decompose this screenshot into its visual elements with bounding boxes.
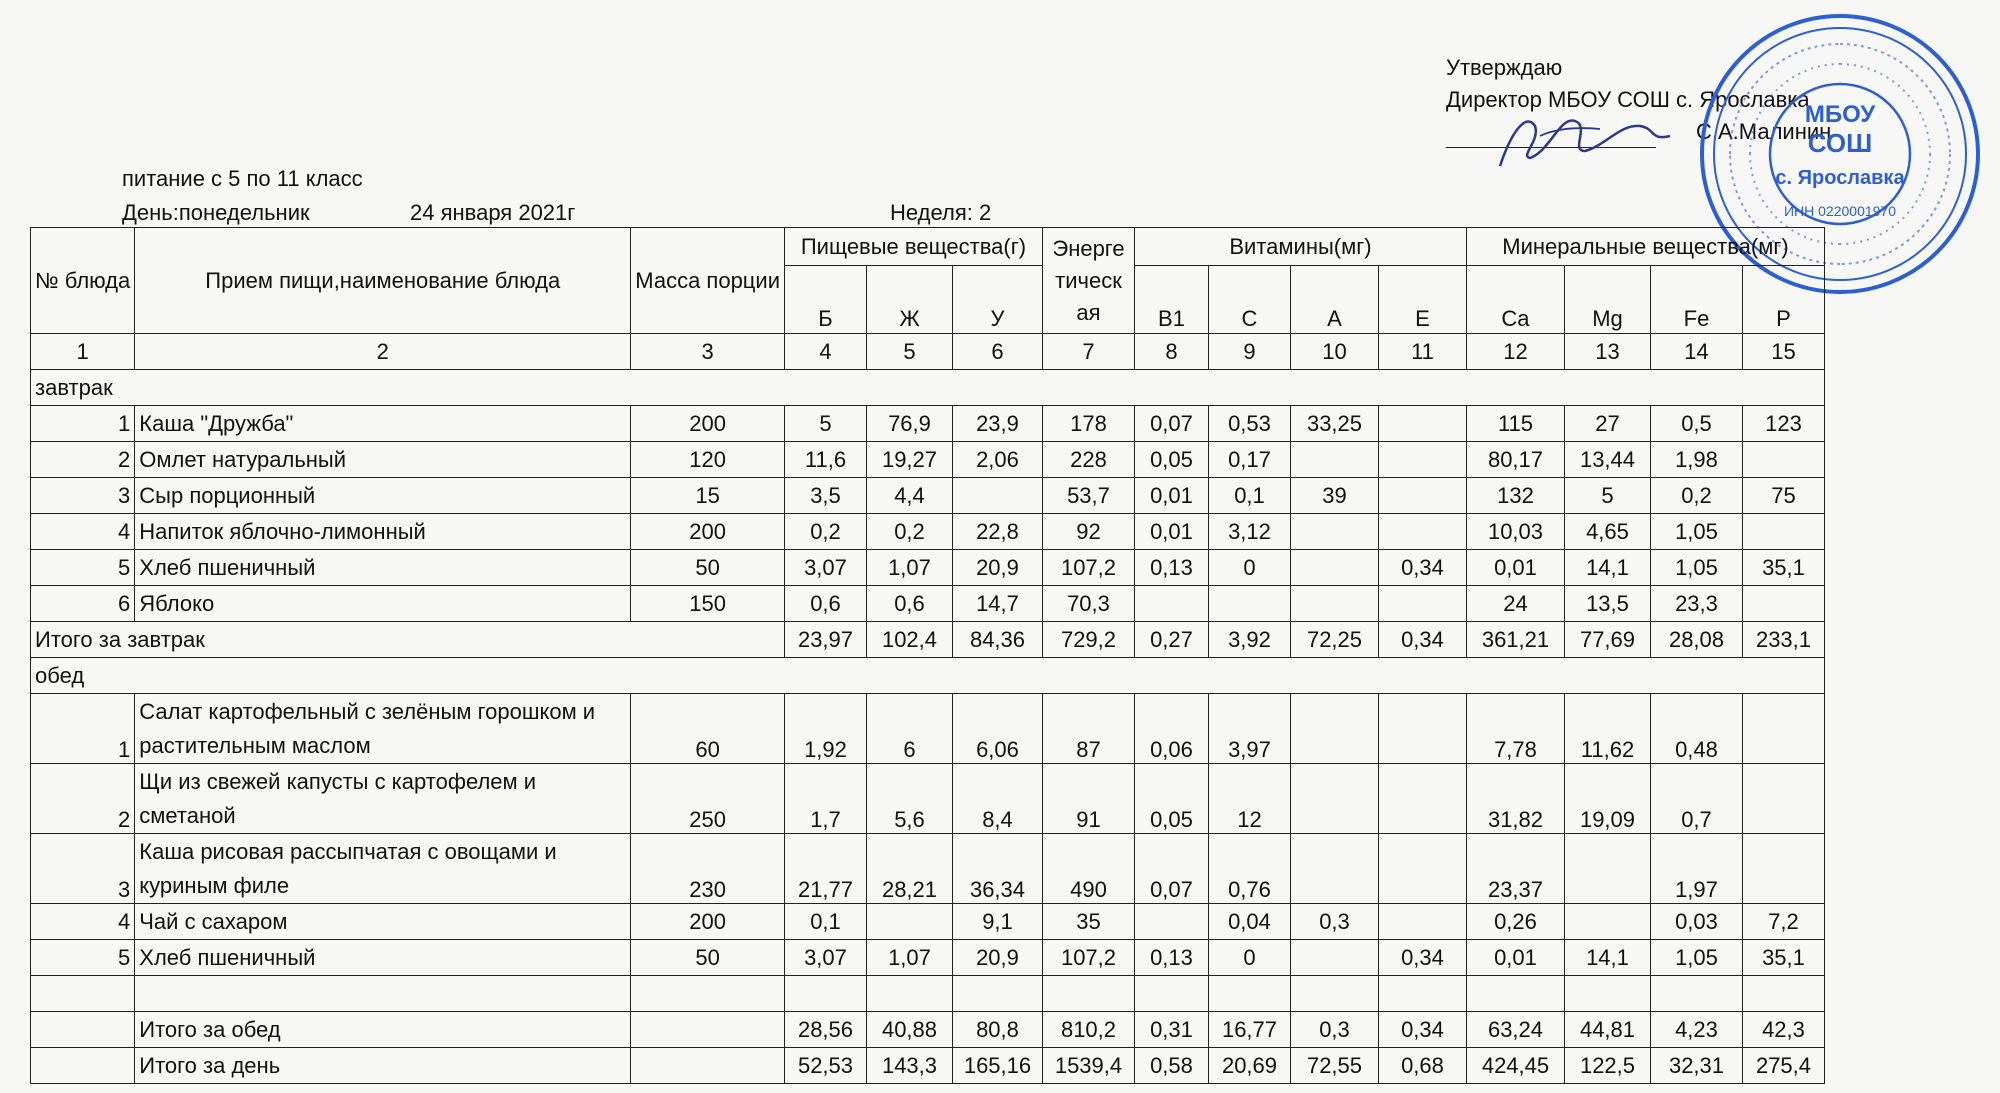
nutrient-value: 6,06 xyxy=(952,694,1042,764)
nutrient-value xyxy=(1378,442,1466,478)
nutrient-value xyxy=(1742,764,1824,834)
nutrient-value: 1,07 xyxy=(866,550,952,586)
stamp-line-2: СОШ xyxy=(1807,128,1873,158)
nutrient-value: 35,1 xyxy=(1742,940,1824,976)
total-value: 122,5 xyxy=(1564,1048,1650,1084)
empty-cell xyxy=(1290,976,1378,1012)
nutrient-value xyxy=(1290,764,1378,834)
dish-number: 6 xyxy=(31,586,135,622)
nutrient-value: 115 xyxy=(1466,406,1564,442)
table-row xyxy=(31,442,1825,478)
dish-mass: 230 xyxy=(631,834,785,904)
nutrient-value xyxy=(1290,442,1378,478)
table-row xyxy=(31,514,1825,550)
nutrient-value: 0,1 xyxy=(784,904,866,940)
nutrient-value: 20,9 xyxy=(952,940,1042,976)
nutrient-value: 13,44 xyxy=(1564,442,1650,478)
nutrient-value xyxy=(1134,904,1208,940)
nutrient-value: 14,1 xyxy=(1564,550,1650,586)
column-number: 2 xyxy=(135,334,631,370)
stamp-line-1: МБОУ xyxy=(1804,101,1876,128)
table-row xyxy=(31,940,1825,976)
dish-mass: 150 xyxy=(631,586,785,622)
total-value: 23,97 xyxy=(784,622,866,658)
total-value: 28,08 xyxy=(1650,622,1742,658)
total-value: 0,68 xyxy=(1378,1048,1466,1084)
nutrient-value xyxy=(1564,904,1650,940)
nutrient-value: 8,4 xyxy=(952,764,1042,834)
nutrient-value: 91 xyxy=(1042,764,1134,834)
total-value: 52,53 xyxy=(784,1048,866,1084)
lunch-section-row xyxy=(31,658,1825,694)
table-row xyxy=(31,694,1825,764)
head-energy-part-3: ая xyxy=(1076,299,1101,325)
nutrient-value: 70,3 xyxy=(1042,586,1134,622)
nutrient-value xyxy=(1378,514,1466,550)
week-label: Неделя: 2 xyxy=(890,200,992,225)
nutrient-value: 87 xyxy=(1042,694,1134,764)
nutrient-value: 23,9 xyxy=(952,406,1042,442)
head-fe: Fe xyxy=(1650,266,1742,334)
lunch-section-label: обед xyxy=(31,658,1825,694)
nutrient-value: 20,9 xyxy=(952,550,1042,586)
nutrient-value: 1,97 xyxy=(1650,834,1742,904)
nutrient-value: 107,2 xyxy=(1042,940,1134,976)
head-dish-name: Прием пищи,наименование блюда xyxy=(135,228,631,334)
dish-name: Омлет натуральный xyxy=(135,442,631,478)
nutrient-value: 9,1 xyxy=(952,904,1042,940)
nutrient-value: 23,3 xyxy=(1650,586,1742,622)
breakfast-total-label: Итого за завтрак xyxy=(31,622,785,658)
nutrient-value: 7,78 xyxy=(1466,694,1564,764)
total-value: 275,4 xyxy=(1742,1048,1824,1084)
dish-number: 2 xyxy=(31,442,135,478)
nutrient-value: 1,07 xyxy=(866,940,952,976)
nutrient-value: 5 xyxy=(1564,478,1650,514)
head-fat: Ж xyxy=(866,266,952,334)
dish-mass: 200 xyxy=(631,406,785,442)
total-value: 84,36 xyxy=(952,622,1042,658)
head-c: C xyxy=(1208,266,1290,334)
dish-mass: 15 xyxy=(631,478,785,514)
nutrient-value: 107,2 xyxy=(1042,550,1134,586)
nutrient-value xyxy=(1378,834,1466,904)
column-number: 14 xyxy=(1650,334,1742,370)
nutrient-value: 1,92 xyxy=(784,694,866,764)
nutrient-value: 0,34 xyxy=(1378,940,1466,976)
nutrient-value: 0,03 xyxy=(1650,904,1742,940)
nutrient-value: 23,37 xyxy=(1466,834,1564,904)
lunch-total-row xyxy=(31,1012,1825,1048)
total-value: 165,16 xyxy=(952,1048,1042,1084)
nutrient-value: 0,01 xyxy=(1466,940,1564,976)
nutrient-value: 132 xyxy=(1466,478,1564,514)
dish-mass: 250 xyxy=(631,764,785,834)
head-dish-no: № блюда xyxy=(31,228,135,334)
total-value: 361,21 xyxy=(1466,622,1564,658)
nutrient-value: 1,05 xyxy=(1650,550,1742,586)
day-total-label: Итого за день xyxy=(135,1048,631,1084)
total-value: 72,55 xyxy=(1290,1048,1378,1084)
column-number: 9 xyxy=(1208,334,1290,370)
empty-cell xyxy=(1564,976,1650,1012)
head-nutrients: Пищевые вещества(г) xyxy=(784,228,1042,266)
nutrient-value xyxy=(1378,764,1466,834)
nutrient-value: 1,7 xyxy=(784,764,866,834)
empty-cell xyxy=(784,976,866,1012)
column-number: 6 xyxy=(952,334,1042,370)
nutrient-value xyxy=(1742,694,1824,764)
nutrient-value: 36,34 xyxy=(952,834,1042,904)
nutrient-value: 0,17 xyxy=(1208,442,1290,478)
nutrient-value: 14,7 xyxy=(952,586,1042,622)
total-value: 77,69 xyxy=(1564,622,1650,658)
column-number: 5 xyxy=(866,334,952,370)
nutrient-value: 76,9 xyxy=(866,406,952,442)
total-value: 0,31 xyxy=(1134,1012,1208,1048)
nutrient-value: 27 xyxy=(1564,406,1650,442)
head-minerals: Минеральные вещества(мг) xyxy=(1466,228,1824,266)
column-number: 15 xyxy=(1742,334,1824,370)
dish-name: Салат картофельный с зелёным горошком и растительным маслом xyxy=(135,694,631,764)
total-value: 729,2 xyxy=(1042,622,1134,658)
director-name: С.А.Малинин xyxy=(1696,119,1832,144)
nutrient-value: 2,06 xyxy=(952,442,1042,478)
dish-mass: 120 xyxy=(631,442,785,478)
nutrient-value: 28,21 xyxy=(866,834,952,904)
total-value: 0,3 xyxy=(1290,1012,1378,1048)
nutrient-value: 0,2 xyxy=(866,514,952,550)
nutrient-value: 0,7 xyxy=(1650,764,1742,834)
nutrient-value: 1,98 xyxy=(1650,442,1742,478)
nutrient-value: 22,8 xyxy=(952,514,1042,550)
empty-cell xyxy=(31,976,135,1012)
nutrient-value: 0,07 xyxy=(1134,834,1208,904)
stamp-inn: ИНН 0220001970 xyxy=(1783,203,1897,219)
total-value: 1539,4 xyxy=(1042,1048,1134,1084)
column-number: 8 xyxy=(1134,334,1208,370)
dish-mass: 200 xyxy=(631,514,785,550)
day-total-row xyxy=(31,1048,1825,1084)
table-row xyxy=(31,478,1825,514)
nutrient-value: 0,06 xyxy=(1134,694,1208,764)
nutrient-value: 33,25 xyxy=(1290,406,1378,442)
dish-name: Яблоко xyxy=(135,586,631,622)
day-label: День:понедельник xyxy=(122,200,310,225)
dish-name: Каша "Дружба" xyxy=(135,406,631,442)
nutrient-value xyxy=(1742,586,1824,622)
table-row xyxy=(31,586,1825,622)
nutrient-value: 1,05 xyxy=(1650,940,1742,976)
nutrient-value: 0 xyxy=(1208,550,1290,586)
total-value: 810,2 xyxy=(1042,1012,1134,1048)
nutrient-value: 21,77 xyxy=(784,834,866,904)
nutrient-value: 0,05 xyxy=(1134,442,1208,478)
table-row xyxy=(31,550,1825,586)
nutrient-value: 123 xyxy=(1742,406,1824,442)
nutrient-value xyxy=(1290,834,1378,904)
nutrient-value: 0,2 xyxy=(1650,478,1742,514)
total-value: 40,88 xyxy=(866,1012,952,1048)
nutrient-value: 5 xyxy=(784,406,866,442)
nutrient-value xyxy=(1742,514,1824,550)
total-value: 233,1 xyxy=(1742,622,1824,658)
head-protein: Б xyxy=(784,266,866,334)
dish-mass: 200 xyxy=(631,904,785,940)
nutrient-value: 490 xyxy=(1042,834,1134,904)
nutrient-value: 0,6 xyxy=(784,586,866,622)
nutrient-value: 14,1 xyxy=(1564,940,1650,976)
nutrient-value: 39 xyxy=(1290,478,1378,514)
nutrient-value: 1,05 xyxy=(1650,514,1742,550)
nutrient-value xyxy=(1208,586,1290,622)
dish-number: 3 xyxy=(31,478,135,514)
head-mg: Mg xyxy=(1564,266,1650,334)
nutrient-value xyxy=(1290,514,1378,550)
dish-mass: 50 xyxy=(631,940,785,976)
nutrient-value: 6 xyxy=(866,694,952,764)
empty-cell xyxy=(1208,976,1290,1012)
total-value: 3,92 xyxy=(1208,622,1290,658)
nutrient-value: 35 xyxy=(1042,904,1134,940)
nutrient-value: 92 xyxy=(1042,514,1134,550)
nutrient-value xyxy=(1742,442,1824,478)
head-b1: B1 xyxy=(1134,266,1208,334)
nutrient-value: 12 xyxy=(1208,764,1290,834)
nutrient-value xyxy=(1378,694,1466,764)
nutrient-value xyxy=(1378,586,1466,622)
nutrient-value: 19,27 xyxy=(866,442,952,478)
signature-scribble xyxy=(1480,96,1680,176)
empty-row xyxy=(31,976,1825,1012)
empty-cell xyxy=(631,1012,785,1048)
nutrient-value: 11,6 xyxy=(784,442,866,478)
nutrient-value xyxy=(1290,940,1378,976)
nutrient-value: 0,5 xyxy=(1650,406,1742,442)
dish-number: 3 xyxy=(31,834,135,904)
nutrient-value: 4,4 xyxy=(866,478,952,514)
dish-name: Чай с сахаром xyxy=(135,904,631,940)
column-number: 13 xyxy=(1564,334,1650,370)
nutrient-value: 3,07 xyxy=(784,550,866,586)
nutrient-value: 7,2 xyxy=(1742,904,1824,940)
nutrient-value xyxy=(1742,834,1824,904)
nutrient-value xyxy=(1564,834,1650,904)
nutrient-value xyxy=(1378,406,1466,442)
empty-cell xyxy=(31,1048,135,1084)
total-value: 28,56 xyxy=(784,1012,866,1048)
total-value: 16,77 xyxy=(1208,1012,1290,1048)
head-e: E xyxy=(1378,266,1466,334)
nutrient-value: 5,6 xyxy=(866,764,952,834)
date-label: 24 января 2021г xyxy=(410,200,576,225)
table-row xyxy=(31,904,1825,940)
column-number: 3 xyxy=(631,334,785,370)
total-value: 42,3 xyxy=(1742,1012,1824,1048)
dish-mass: 60 xyxy=(631,694,785,764)
breakfast-total-row xyxy=(31,622,1825,658)
total-value: 72,25 xyxy=(1290,622,1378,658)
empty-cell xyxy=(1378,976,1466,1012)
total-value: 32,31 xyxy=(1650,1048,1742,1084)
dish-number: 4 xyxy=(31,514,135,550)
menu-table xyxy=(30,227,1825,1084)
breakfast-section-label: завтрак xyxy=(31,370,1825,406)
dish-number: 1 xyxy=(31,694,135,764)
nutrient-value: 0,6 xyxy=(866,586,952,622)
nutrient-value: 0,48 xyxy=(1650,694,1742,764)
nutrient-value: 0,04 xyxy=(1208,904,1290,940)
column-number: 1 xyxy=(31,334,135,370)
table-row xyxy=(31,834,1825,904)
stamp-line-3: с. Ярославка xyxy=(1775,167,1905,189)
nutrient-value: 0,07 xyxy=(1134,406,1208,442)
nutrient-value: 19,09 xyxy=(1564,764,1650,834)
nutrient-value xyxy=(866,904,952,940)
column-number-row xyxy=(31,334,1825,370)
dish-number: 1 xyxy=(31,406,135,442)
head-vitamins: Витамины(мг) xyxy=(1134,228,1466,266)
nutrient-value: 53,7 xyxy=(1042,478,1134,514)
nutrient-value: 0 xyxy=(1208,940,1290,976)
audience-label: питание с 5 по 11 класс xyxy=(122,166,363,191)
total-value: 80,8 xyxy=(952,1012,1042,1048)
nutrient-value: 0,01 xyxy=(1466,550,1564,586)
nutrient-value xyxy=(952,478,1042,514)
dish-name: Напиток яблочно-лимонный xyxy=(135,514,631,550)
dish-name: Каша рисовая рассыпчатая с овощами и куриным филе xyxy=(135,834,631,904)
dish-name: Щи из свежей капусты с картофелем и сметаной xyxy=(135,764,631,834)
empty-cell xyxy=(1042,976,1134,1012)
nutrient-value: 3,12 xyxy=(1208,514,1290,550)
nutrient-value: 80,17 xyxy=(1466,442,1564,478)
nutrient-value: 228 xyxy=(1042,442,1134,478)
head-ca: Ca xyxy=(1466,266,1564,334)
empty-cell xyxy=(135,976,631,1012)
nutrient-value: 31,82 xyxy=(1466,764,1564,834)
nutrient-value: 4,65 xyxy=(1564,514,1650,550)
dish-number: 4 xyxy=(31,904,135,940)
nutrient-value xyxy=(1290,694,1378,764)
nutrient-value xyxy=(1134,586,1208,622)
nutrient-value: 0,3 xyxy=(1290,904,1378,940)
menu-body xyxy=(31,334,1825,1084)
approval-position: Директор МБОУ СОШ с. Ярославка xyxy=(1446,87,1810,112)
nutrient-value: 11,62 xyxy=(1564,694,1650,764)
total-value: 20,69 xyxy=(1208,1048,1290,1084)
breakfast-section-row xyxy=(31,370,1825,406)
nutrient-value xyxy=(1290,586,1378,622)
dish-name: Хлеб пшеничный xyxy=(135,550,631,586)
nutrient-value: 24 xyxy=(1466,586,1564,622)
head-energy-part-2: тическ xyxy=(1055,267,1122,293)
total-value: 63,24 xyxy=(1466,1012,1564,1048)
head-mass: Масса порции xyxy=(631,228,785,334)
head-carbs: У xyxy=(952,266,1042,334)
nutrient-value: 0,13 xyxy=(1134,940,1208,976)
total-value: 4,23 xyxy=(1650,1012,1742,1048)
nutrient-value: 0,1 xyxy=(1208,478,1290,514)
total-value: 0,27 xyxy=(1134,622,1208,658)
lunch-total-label: Итого за обед xyxy=(135,1012,631,1048)
nutrient-value: 0,76 xyxy=(1208,834,1290,904)
approval-title: Утверждаю xyxy=(1446,55,1563,80)
nutrient-value xyxy=(1290,550,1378,586)
empty-cell xyxy=(631,976,785,1012)
table-row xyxy=(31,406,1825,442)
day-date-week-row xyxy=(122,196,991,230)
column-number: 11 xyxy=(1378,334,1466,370)
dish-number: 2 xyxy=(31,764,135,834)
column-number: 12 xyxy=(1466,334,1564,370)
column-number: 10 xyxy=(1290,334,1378,370)
nutrient-value: 13,5 xyxy=(1564,586,1650,622)
nutrient-value: 0,26 xyxy=(1466,904,1564,940)
empty-cell xyxy=(631,1048,785,1084)
nutrient-value: 75 xyxy=(1742,478,1824,514)
dish-name: Сыр порционный xyxy=(135,478,631,514)
nutrient-value xyxy=(1378,478,1466,514)
empty-cell xyxy=(952,976,1042,1012)
empty-cell xyxy=(1650,976,1742,1012)
nutrient-value xyxy=(1378,904,1466,940)
dish-name: Хлеб пшеничный xyxy=(135,940,631,976)
column-number: 4 xyxy=(784,334,866,370)
table-row xyxy=(31,764,1825,834)
dish-mass: 50 xyxy=(631,550,785,586)
nutrient-value: 0,05 xyxy=(1134,764,1208,834)
column-number: 7 xyxy=(1042,334,1134,370)
head-energy xyxy=(1042,228,1134,334)
total-value: 143,3 xyxy=(866,1048,952,1084)
empty-cell xyxy=(1134,976,1208,1012)
dish-number: 5 xyxy=(31,940,135,976)
dish-number: 5 xyxy=(31,550,135,586)
nutrient-value: 0,53 xyxy=(1208,406,1290,442)
total-value: 102,4 xyxy=(866,622,952,658)
nutrient-value: 3,07 xyxy=(784,940,866,976)
total-value: 0,34 xyxy=(1378,1012,1466,1048)
empty-cell xyxy=(1466,976,1564,1012)
empty-cell xyxy=(1742,976,1824,1012)
total-value: 0,58 xyxy=(1134,1048,1208,1084)
nutrient-value: 10,03 xyxy=(1466,514,1564,550)
nutrient-value: 0,01 xyxy=(1134,478,1208,514)
head-energy-part-1: Энерге xyxy=(1052,235,1125,261)
nutrient-value: 0,13 xyxy=(1134,550,1208,586)
empty-cell xyxy=(31,1012,135,1048)
nutrient-value: 178 xyxy=(1042,406,1134,442)
nutrient-value: 0,34 xyxy=(1378,550,1466,586)
head-p: P xyxy=(1742,266,1824,334)
nutrient-value: 0,01 xyxy=(1134,514,1208,550)
nutrient-value: 3,5 xyxy=(784,478,866,514)
menu-subheader xyxy=(122,162,991,230)
total-value: 424,45 xyxy=(1466,1048,1564,1084)
nutrient-value: 3,97 xyxy=(1208,694,1290,764)
nutrient-value: 0,2 xyxy=(784,514,866,550)
empty-cell xyxy=(866,976,952,1012)
total-value: 44,81 xyxy=(1564,1012,1650,1048)
total-value: 0,34 xyxy=(1378,622,1466,658)
nutrient-value: 35,1 xyxy=(1742,550,1824,586)
head-a: A xyxy=(1290,266,1378,334)
